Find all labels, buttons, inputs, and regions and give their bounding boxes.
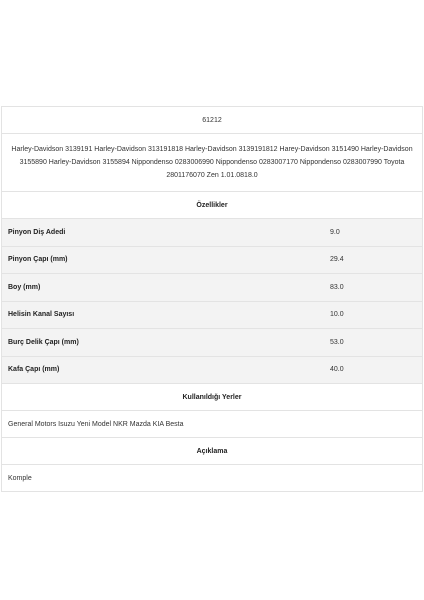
spec-value: 83.0 <box>330 283 344 291</box>
spec-label: Burç Delik Çapı (mm) <box>8 338 79 346</box>
spec-label: Pinyon Diş Adedi <box>8 228 66 236</box>
spec-value: 9.0 <box>330 228 340 236</box>
spec-value: 53.0 <box>330 338 344 346</box>
spec-row <box>1 357 423 385</box>
product-code: 61212 <box>1 107 423 134</box>
spec-row <box>1 247 423 275</box>
product-spec-table <box>1 106 423 492</box>
spec-row <box>1 219 423 247</box>
spec-label: Boy (mm) <box>8 283 41 291</box>
description-text: Komple <box>1 465 423 492</box>
spec-row <box>1 329 423 357</box>
spec-row <box>1 302 423 330</box>
spec-label: Helisin Kanal Sayısı <box>8 311 75 319</box>
spec-value: 40.0 <box>330 366 344 374</box>
usage-header: Kullanıldığı Yerler <box>1 384 423 411</box>
description-header: Açıklama <box>1 438 423 465</box>
compatible-models: Harley-Davidson 3139191 Harley-Davidson 313191818 Harley-Davidson 3139191812 Harey-Davidson 3151490 Harley-Davidson 3155890 Harley-Davidson 3155894 Nippondenso 0283006990 Nippondenso 0283007170 Nippondenso 0283007990 Toyota 2801176070 Zen 1.01.0818.0 <box>1 134 423 192</box>
spec-value: 29.4 <box>330 256 344 264</box>
usage-text: General Motors Isuzu Yeni Model NKR Mazda KIA Besta <box>1 411 423 438</box>
features-header: Özellikler <box>1 192 423 219</box>
spec-value: 10.0 <box>330 311 344 319</box>
spec-label: Pinyon Çapı (mm) <box>8 256 68 264</box>
spec-label: Kafa Çapı (mm) <box>8 366 60 374</box>
spec-row <box>1 274 423 302</box>
